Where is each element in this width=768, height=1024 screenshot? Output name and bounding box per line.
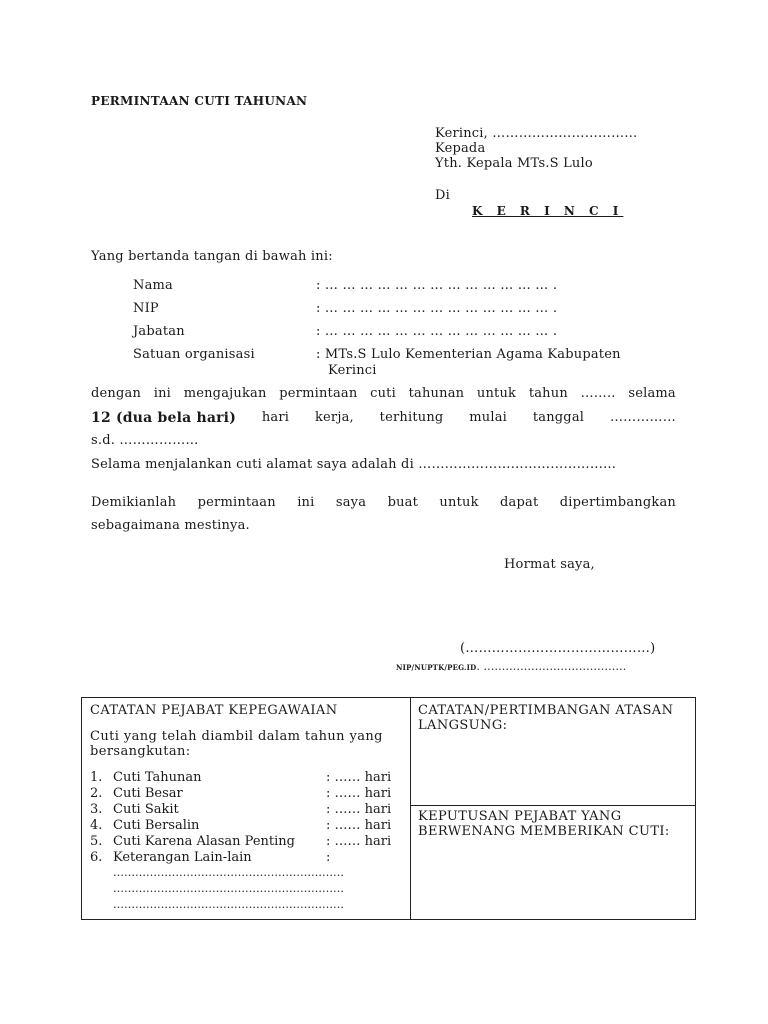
official-decision-heading-2: BERWENANG MEMBERIKAN CUTI: <box>418 824 670 839</box>
body-line-2 <box>91 410 676 426</box>
official-decision-heading-1: KEPUTUSAN PEJABAT YANG <box>418 809 622 824</box>
line1-word: selama <box>628 386 676 401</box>
closing-line-1 <box>91 495 676 510</box>
leave-taken-intro-2: bersangkutan: <box>90 744 191 759</box>
closing1-word: Demikianlah <box>91 495 177 510</box>
org-continuation: Kerinci <box>328 363 377 378</box>
nip-label: NIP/NUPTK/PEG.ID <box>396 663 477 672</box>
leave-item-value: : …… hari <box>326 802 392 817</box>
recipient-yth: Yth. Kepala MTs.S Lulo <box>435 156 593 171</box>
field-value-1: : … … … … … … … … … … … … … . <box>316 301 558 316</box>
leave-item-label: Cuti Besar <box>113 786 183 801</box>
supervisor-notes-heading-1: CATATAN/PERTIMBANGAN ATASAN <box>418 703 674 718</box>
leave-item-label: Cuti Tahunan <box>113 770 202 785</box>
line1-word: permintaan <box>279 386 358 401</box>
remarks-dots-line: ……………………………………………………… <box>113 866 344 879</box>
closing1-word: untuk <box>439 495 479 510</box>
place-date: Kerinci, …………………………… <box>435 126 638 141</box>
line1-word: untuk <box>476 386 517 401</box>
closing1-word: saya <box>335 495 367 510</box>
leave-item-value: : …… hari <box>326 818 392 833</box>
closing1-word: permintaan <box>197 495 276 510</box>
leave-item-label: Keterangan Lain-lain <box>113 850 252 865</box>
remarks-dots-line: ……………………………………………………… <box>113 882 344 895</box>
signature-greeting: Hormat saya, <box>504 557 595 572</box>
leave-item-number: 6. <box>90 850 103 865</box>
closing1-word: ini <box>297 495 315 510</box>
leave-item-label: Cuti Sakit <box>113 802 179 817</box>
address-during-leave: Selama menjalankan cuti alamat saya adalah di ……………………………………… <box>91 457 617 472</box>
leave-item-value: : …… hari <box>326 770 392 785</box>
leave-item-value: : …… hari <box>326 834 392 849</box>
leave-item-label: Cuti Bersalin <box>113 818 200 833</box>
line2-word: …………… <box>609 410 676 425</box>
leave-item-number: 5. <box>90 834 103 849</box>
intro-text: Yang bertanda tangan di bawah ini: <box>91 249 333 264</box>
closing1-word: dapat <box>500 495 539 510</box>
field-value-0: : … … … … … … … … … … … … … . <box>316 278 558 293</box>
leave-item-number: 1. <box>90 770 103 785</box>
leave-item-value: : <box>326 850 331 865</box>
line2-word: hari <box>261 410 290 425</box>
leave-item-number: 3. <box>90 802 103 817</box>
recipient-kepada: Kepada <box>435 141 486 156</box>
line1-word: tahunan <box>408 386 465 401</box>
signature-nip <box>396 660 626 673</box>
field-label-3: Satuan organisasi <box>133 347 255 362</box>
line1-word: cuti <box>370 386 396 401</box>
field-value-3: : MTs.S Lulo Kementerian Agama Kabupaten <box>316 347 621 362</box>
closing-line-2: sebagaimana mestinya. <box>91 518 250 533</box>
field-label-1: NIP <box>133 301 159 316</box>
leave-duration: 12 (dua bela hari) <box>91 410 237 426</box>
leave-item-number: 2. <box>90 786 103 801</box>
leave-item-number: 4. <box>90 818 103 833</box>
line1-word: mengajukan <box>183 386 267 401</box>
line2-word: tanggal <box>532 410 585 425</box>
line2-word: kerja, <box>314 410 354 425</box>
line2-word: mulai <box>469 410 508 425</box>
recipient-di: Di <box>435 188 450 203</box>
closing1-word: buat <box>387 495 419 510</box>
field-label-0: Nama <box>133 278 174 293</box>
remarks-dots-line: ……………………………………………………… <box>113 898 344 911</box>
line1-word: tahun <box>528 386 568 401</box>
leave-item-value: : …… hari <box>326 786 392 801</box>
signature-name: (……………………………………) <box>460 641 656 656</box>
body-line-3: s.d. ……………… <box>91 433 199 448</box>
leave-item-label: Cuti Karena Alasan Penting <box>113 834 295 849</box>
recipient-city: K E R I N C I <box>472 204 624 218</box>
supervisor-notes-heading-2: LANGSUNG: <box>418 718 508 733</box>
table-divider-vertical <box>410 697 411 920</box>
field-value-2: : … … … … … … … … … … … … … . <box>316 324 558 339</box>
table-divider-horizontal <box>410 805 696 806</box>
leave-taken-intro-1: Cuti yang telah diambil dalam tahun yang <box>90 729 383 744</box>
line1-word: ini <box>153 386 172 401</box>
field-label-2: Jabatan <box>133 324 185 339</box>
line1-word: dengan <box>91 386 142 401</box>
body-line-1 <box>91 386 676 401</box>
document-title: PERMINTAAN CUTI TAHUNAN <box>91 94 308 108</box>
staffing-notes-heading: CATATAN PEJABAT KEPEGAWAIAN <box>90 703 338 718</box>
nip-dots: . ………………………………… <box>476 660 627 673</box>
line2-word: terhitung <box>379 410 444 425</box>
line1-word: …….. <box>580 386 616 401</box>
closing1-word: dipertimbangkan <box>559 495 676 510</box>
